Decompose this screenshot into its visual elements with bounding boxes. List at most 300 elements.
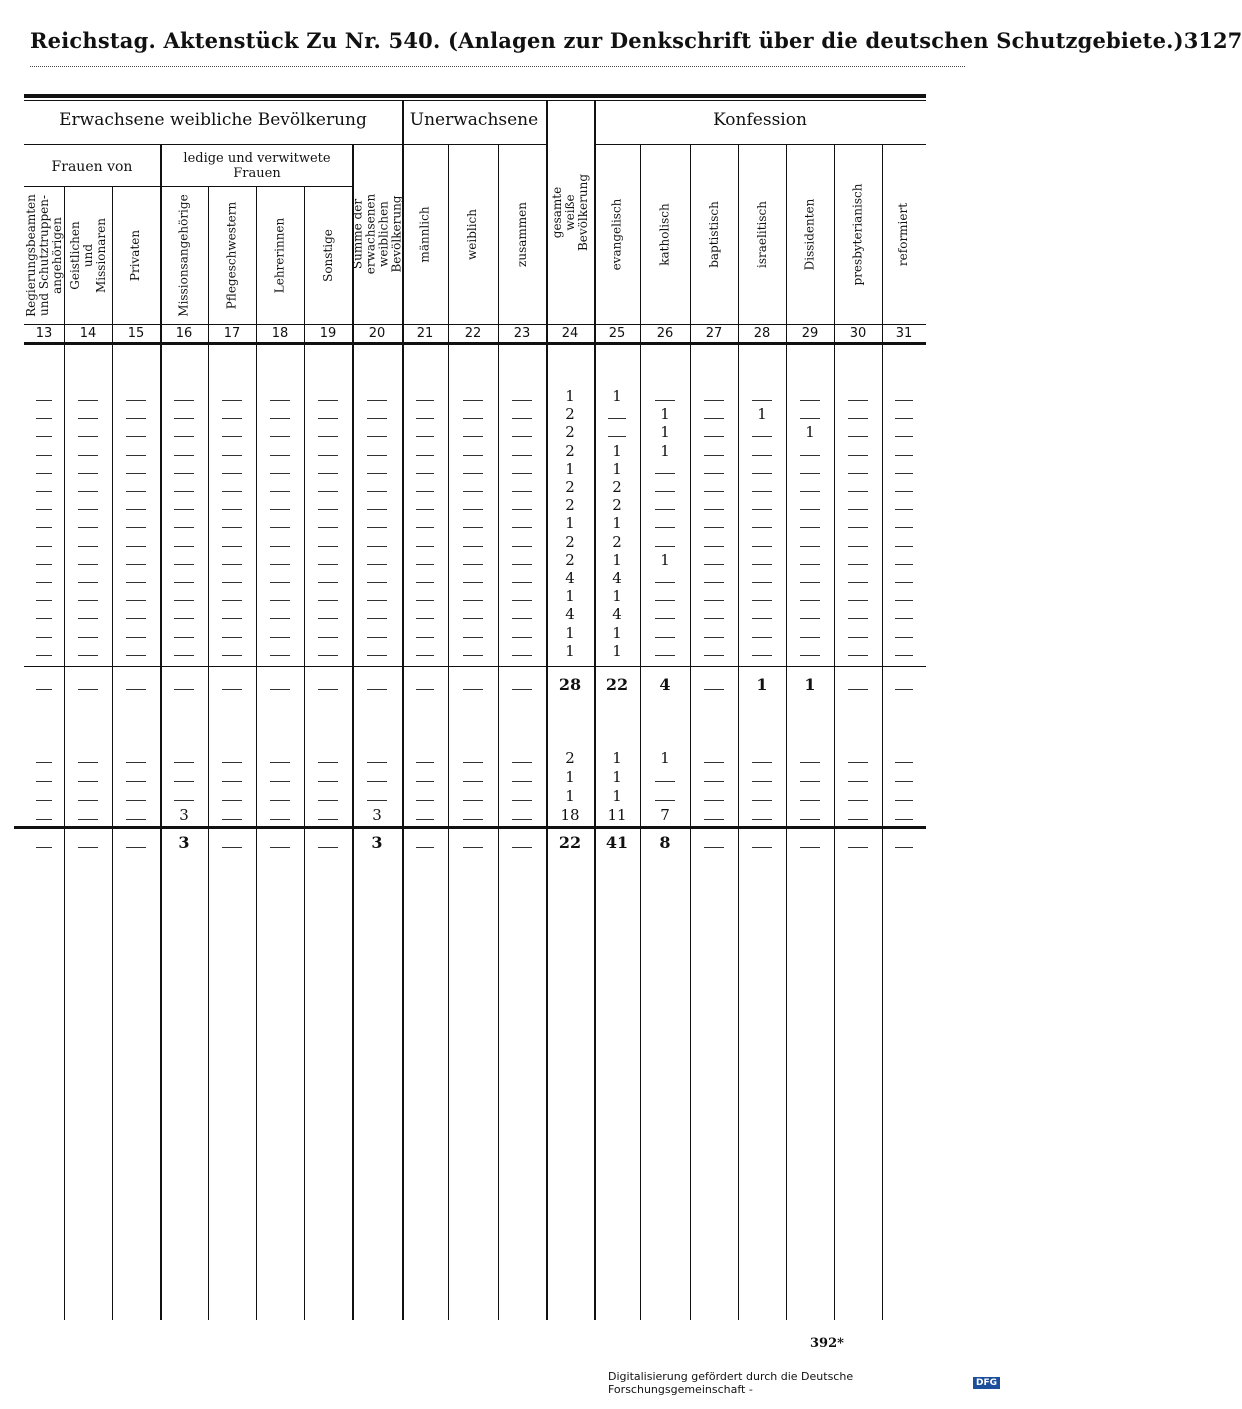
empty-dash: [174, 600, 193, 601]
empty-dash: [270, 436, 289, 437]
empty-dash: [36, 509, 52, 510]
empty-dash: [800, 564, 819, 565]
column-header-label: [786, 144, 834, 324]
empty-dash: [126, 637, 145, 638]
empty-dash: [174, 400, 193, 401]
empty-dash: [416, 689, 434, 690]
column-header-text: Missionsangehörige: [176, 193, 191, 317]
empty-dash: [416, 762, 434, 763]
table-cell: 1: [612, 749, 622, 767]
column-header-label: [352, 144, 402, 324]
table-cell: 28: [558, 675, 582, 694]
empty-dash: [270, 655, 289, 656]
empty-dash: [848, 436, 867, 437]
empty-dash: [848, 637, 867, 638]
empty-dash: [416, 618, 434, 619]
empty-dash: [895, 509, 913, 510]
subtotal-rule: [24, 666, 926, 667]
empty-dash: [848, 618, 867, 619]
empty-dash: [416, 473, 434, 474]
empty-dash: [848, 473, 867, 474]
column-header-text: israelitisch: [754, 200, 769, 268]
empty-dash: [270, 491, 289, 492]
dfg-logo-icon: DFG: [973, 1377, 1000, 1389]
empty-dash: [848, 564, 867, 565]
empty-dash: [367, 600, 387, 601]
empty-dash: [704, 800, 723, 801]
empty-dash: [318, 655, 337, 656]
empty-dash: [367, 800, 387, 801]
column-number: 14: [79, 326, 97, 341]
empty-dash: [126, 509, 145, 510]
column-header-label: [546, 100, 594, 324]
empty-dash: [126, 762, 145, 763]
header-rule: [30, 66, 965, 67]
empty-dash: [270, 800, 289, 801]
empty-dash: [36, 582, 52, 583]
column-header-label: [498, 144, 546, 324]
empty-dash: [848, 527, 867, 528]
column-number: 23: [513, 326, 531, 341]
empty-dash: [655, 618, 675, 619]
empty-dash: [174, 473, 193, 474]
empty-dash: [78, 546, 97, 547]
empty-dash: [416, 781, 434, 782]
column-number: 22: [464, 326, 482, 341]
table-cell: 1: [612, 550, 622, 569]
table-cell: 1: [612, 641, 622, 660]
empty-dash: [416, 655, 434, 656]
empty-dash: [752, 491, 771, 492]
empty-dash: [222, 491, 241, 492]
table-cell: 1: [565, 587, 575, 606]
empty-dash: [704, 455, 723, 456]
empty-dash: [752, 564, 771, 565]
empty-dash: [895, 564, 913, 565]
table-cell: 1: [565, 768, 575, 786]
digitization-credit: [608, 1370, 1000, 1396]
empty-dash: [126, 689, 145, 690]
empty-dash: [78, 618, 97, 619]
empty-dash: [848, 781, 867, 782]
header-rule-num: [24, 324, 926, 325]
column-header-text: Geistlichen und Missionaren: [67, 217, 108, 293]
empty-dash: [752, 600, 771, 601]
empty-dash: [126, 618, 145, 619]
empty-dash: [800, 582, 819, 583]
empty-dash: [367, 455, 387, 456]
empty-dash: [848, 582, 867, 583]
column-header-text: evangelisch: [609, 198, 624, 270]
empty-dash: [126, 564, 145, 565]
table-cell: 1: [565, 623, 575, 642]
empty-dash: [512, 564, 531, 565]
column-header-label: [738, 144, 786, 324]
empty-dash: [704, 847, 723, 848]
table-cell: 11: [607, 806, 627, 824]
empty-dash: [36, 618, 52, 619]
subgroup-ledige: ledige und verwitwete Frauen: [183, 151, 331, 181]
column-header-text: reformiert: [896, 202, 911, 266]
empty-dash: [655, 509, 675, 510]
empty-dash: [416, 546, 434, 547]
empty-dash: [752, 847, 771, 848]
column-header-text: gesamte weiße Bevölkerung: [549, 173, 590, 251]
empty-dash: [848, 762, 867, 763]
table-cell: 7: [660, 806, 670, 824]
empty-dash: [270, 509, 289, 510]
empty-dash: [752, 436, 771, 437]
empty-dash: [367, 618, 387, 619]
empty-dash: [270, 582, 289, 583]
empty-dash: [463, 781, 483, 782]
empty-dash: [704, 491, 723, 492]
empty-dash: [463, 509, 483, 510]
table-top-rule-thin: [24, 100, 926, 101]
empty-dash: [318, 847, 337, 848]
empty-dash: [222, 546, 241, 547]
empty-dash: [895, 762, 913, 763]
empty-dash: [222, 436, 241, 437]
empty-dash: [463, 527, 483, 528]
empty-dash: [318, 455, 337, 456]
empty-dash: [848, 655, 867, 656]
header-title: Reichstag. Aktenstück Zu Nr. 540. (Anlagen zur Denkschrift über die deutschen Schutzgebiete.): [30, 27, 1184, 53]
empty-dash: [416, 418, 434, 419]
empty-dash: [78, 762, 97, 763]
empty-dash: [222, 689, 241, 690]
empty-dash: [655, 527, 675, 528]
empty-dash: [752, 637, 771, 638]
empty-dash: [416, 455, 434, 456]
empty-dash: [416, 527, 434, 528]
empty-dash: [752, 762, 771, 763]
empty-dash: [270, 819, 289, 820]
empty-dash: [655, 473, 675, 474]
column-header-text: presbyterianisch: [850, 183, 865, 285]
table-cell: 1: [612, 387, 622, 405]
column-number: 25: [608, 326, 626, 341]
group-unerwachsene: Unerwachsene: [409, 110, 539, 130]
table-cell: 41: [605, 833, 629, 852]
column-header-label: [402, 144, 448, 324]
empty-dash: [36, 819, 52, 820]
column-rule: [64, 186, 65, 1320]
empty-dash: [895, 527, 913, 528]
empty-dash: [222, 400, 241, 401]
empty-dash: [512, 800, 531, 801]
table-cell: 1: [612, 768, 622, 786]
empty-dash: [270, 564, 289, 565]
empty-dash: [608, 418, 626, 419]
empty-dash: [655, 582, 675, 583]
empty-dash: [174, 491, 193, 492]
empty-dash: [270, 618, 289, 619]
empty-dash: [608, 436, 626, 437]
empty-dash: [126, 418, 145, 419]
empty-dash: [752, 582, 771, 583]
table-cell: 1: [757, 405, 767, 424]
empty-dash: [318, 762, 337, 763]
empty-dash: [78, 491, 97, 492]
empty-dash: [416, 436, 434, 437]
column-header-label: [834, 144, 882, 324]
empty-dash: [704, 781, 723, 782]
empty-dash: [174, 582, 193, 583]
column-header-label: [448, 144, 498, 324]
column-header-label: [594, 144, 640, 324]
table-cell: 2: [565, 441, 575, 460]
empty-dash: [848, 400, 867, 401]
column-number: 15: [127, 326, 145, 341]
table-cell: 2: [565, 749, 575, 767]
empty-dash: [36, 491, 52, 492]
column-number: 19: [319, 326, 337, 341]
column-header-label: [64, 186, 112, 324]
empty-dash: [367, 655, 387, 656]
empty-dash: [318, 781, 337, 782]
column-number: 13: [35, 326, 53, 341]
empty-dash: [512, 637, 531, 638]
empty-dash: [222, 762, 241, 763]
empty-dash: [367, 436, 387, 437]
empty-dash: [848, 819, 867, 820]
empty-dash: [36, 655, 52, 656]
empty-dash: [848, 800, 867, 801]
table-cell: 4: [612, 569, 622, 587]
empty-dash: [78, 689, 97, 690]
empty-dash: [655, 546, 675, 547]
column-header-text: Dissidenten: [802, 198, 817, 270]
empty-dash: [367, 491, 387, 492]
empty-dash: [463, 418, 483, 419]
empty-dash: [463, 564, 483, 565]
empty-dash: [895, 491, 913, 492]
empty-dash: [463, 600, 483, 601]
empty-dash: [78, 655, 97, 656]
empty-dash: [655, 781, 675, 782]
column-number: 16: [175, 326, 193, 341]
empty-dash: [655, 800, 675, 801]
empty-dash: [222, 800, 241, 801]
empty-dash: [800, 637, 819, 638]
empty-dash: [800, 847, 819, 848]
empty-dash: [704, 618, 723, 619]
credit-text: Digitalisierung gefördert durch die Deutsche Forschungsgemeinschaft -: [608, 1370, 854, 1396]
empty-dash: [655, 491, 675, 492]
empty-dash: [704, 400, 723, 401]
empty-dash: [463, 400, 483, 401]
empty-dash: [512, 762, 531, 763]
empty-dash: [655, 637, 675, 638]
table-cell: 4: [612, 605, 622, 624]
column-header-text: Privaten: [128, 229, 143, 281]
empty-dash: [800, 819, 819, 820]
empty-dash: [367, 400, 387, 401]
empty-dash: [222, 600, 241, 601]
empty-dash: [463, 762, 483, 763]
table-cell: 3: [178, 833, 190, 852]
empty-dash: [416, 491, 434, 492]
empty-dash: [416, 847, 434, 848]
column-header-label: [640, 144, 690, 324]
empty-dash: [895, 800, 913, 801]
empty-dash: [512, 600, 531, 601]
empty-dash: [36, 781, 52, 782]
empty-dash: [222, 637, 241, 638]
empty-dash: [174, 527, 193, 528]
column-header-label: [256, 186, 304, 324]
empty-dash: [318, 473, 337, 474]
column-header-text: Summe der erwachsenen weiblichen Bevölkerung: [350, 193, 403, 275]
empty-dash: [78, 637, 97, 638]
empty-dash: [174, 637, 193, 638]
empty-dash: [270, 527, 289, 528]
column-number: 20: [368, 326, 386, 341]
empty-dash: [704, 600, 723, 601]
empty-dash: [78, 800, 97, 801]
empty-dash: [895, 819, 913, 820]
empty-dash: [270, 546, 289, 547]
empty-dash: [463, 618, 483, 619]
empty-dash: [174, 800, 193, 801]
empty-dash: [270, 418, 289, 419]
empty-dash: [463, 655, 483, 656]
table-cell: 3: [179, 806, 189, 824]
column-header-label: [690, 144, 738, 324]
table-cell: 1: [565, 641, 575, 660]
empty-dash: [512, 655, 531, 656]
subgroup-frauen-von: Frauen von: [51, 159, 133, 175]
empty-dash: [78, 509, 97, 510]
sheet-number: 392*: [810, 1336, 844, 1351]
empty-dash: [895, 655, 913, 656]
empty-dash: [270, 781, 289, 782]
empty-dash: [318, 582, 337, 583]
empty-dash: [367, 527, 387, 528]
empty-dash: [367, 637, 387, 638]
empty-dash: [752, 509, 771, 510]
empty-dash: [704, 473, 723, 474]
empty-dash: [800, 509, 819, 510]
empty-dash: [704, 655, 723, 656]
empty-dash: [270, 637, 289, 638]
empty-dash: [895, 637, 913, 638]
empty-dash: [270, 847, 289, 848]
table-cell: 2: [565, 496, 575, 515]
empty-dash: [78, 400, 97, 401]
empty-dash: [126, 600, 145, 601]
empty-dash: [512, 473, 531, 474]
empty-dash: [463, 491, 483, 492]
empty-dash: [174, 509, 193, 510]
column-header-text: katholisch: [657, 202, 672, 266]
table-cell: 4: [565, 605, 575, 624]
empty-dash: [512, 418, 531, 419]
empty-dash: [318, 819, 337, 820]
empty-dash: [895, 455, 913, 456]
empty-dash: [512, 546, 531, 547]
empty-dash: [655, 655, 675, 656]
group-erwachsene: Erwachsene weibliche Bevölkerung: [59, 110, 367, 130]
column-number: 29: [801, 326, 819, 341]
empty-dash: [318, 564, 337, 565]
table-cell: 22: [605, 675, 629, 694]
empty-dash: [222, 527, 241, 528]
empty-dash: [174, 564, 193, 565]
empty-dash: [512, 819, 531, 820]
column-header-text: Lehrerinnen: [272, 217, 287, 293]
empty-dash: [752, 527, 771, 528]
empty-dash: [463, 473, 483, 474]
empty-dash: [800, 655, 819, 656]
empty-dash: [416, 400, 434, 401]
empty-dash: [126, 473, 145, 474]
empty-dash: [800, 781, 819, 782]
empty-dash: [126, 582, 145, 583]
column-number: 30: [849, 326, 867, 341]
column-header-label: [24, 186, 64, 324]
empty-dash: [416, 582, 434, 583]
empty-dash: [36, 400, 52, 401]
empty-dash: [800, 455, 819, 456]
column-header-text: Regierungsbeamten und Schutztruppen-angehörigen: [23, 193, 64, 317]
empty-dash: [78, 455, 97, 456]
empty-dash: [222, 781, 241, 782]
empty-dash: [512, 847, 531, 848]
empty-dash: [222, 819, 241, 820]
empty-dash: [655, 600, 675, 601]
table-cell: 1: [805, 423, 815, 442]
empty-dash: [270, 400, 289, 401]
empty-dash: [800, 600, 819, 601]
table-cell: 2: [612, 478, 622, 496]
empty-dash: [270, 455, 289, 456]
column-header-text: zusammen: [514, 201, 529, 267]
column-number: 28: [753, 326, 771, 341]
empty-dash: [222, 582, 241, 583]
empty-dash: [848, 689, 867, 690]
empty-dash: [36, 436, 52, 437]
column-header-text: männlich: [417, 205, 432, 263]
empty-dash: [895, 473, 913, 474]
empty-dash: [126, 819, 145, 820]
empty-dash: [416, 637, 434, 638]
empty-dash: [463, 455, 483, 456]
empty-dash: [222, 618, 241, 619]
empty-dash: [512, 491, 531, 492]
empty-dash: [318, 637, 337, 638]
table-cell: 8: [659, 833, 671, 852]
empty-dash: [800, 491, 819, 492]
empty-dash: [36, 762, 52, 763]
empty-dash: [512, 689, 531, 690]
empty-dash: [270, 600, 289, 601]
empty-dash: [512, 781, 531, 782]
empty-dash: [752, 546, 771, 547]
empty-dash: [752, 455, 771, 456]
table-cell: 1: [660, 749, 670, 767]
column-number: 17: [223, 326, 241, 341]
empty-dash: [416, 600, 434, 601]
empty-dash: [36, 847, 52, 848]
column-header-text: Sonstige: [320, 228, 335, 282]
group-konfession: Konfession: [713, 110, 807, 130]
empty-dash: [174, 655, 193, 656]
empty-dash: [270, 762, 289, 763]
table-cell: 1: [565, 787, 575, 805]
empty-dash: [222, 509, 241, 510]
